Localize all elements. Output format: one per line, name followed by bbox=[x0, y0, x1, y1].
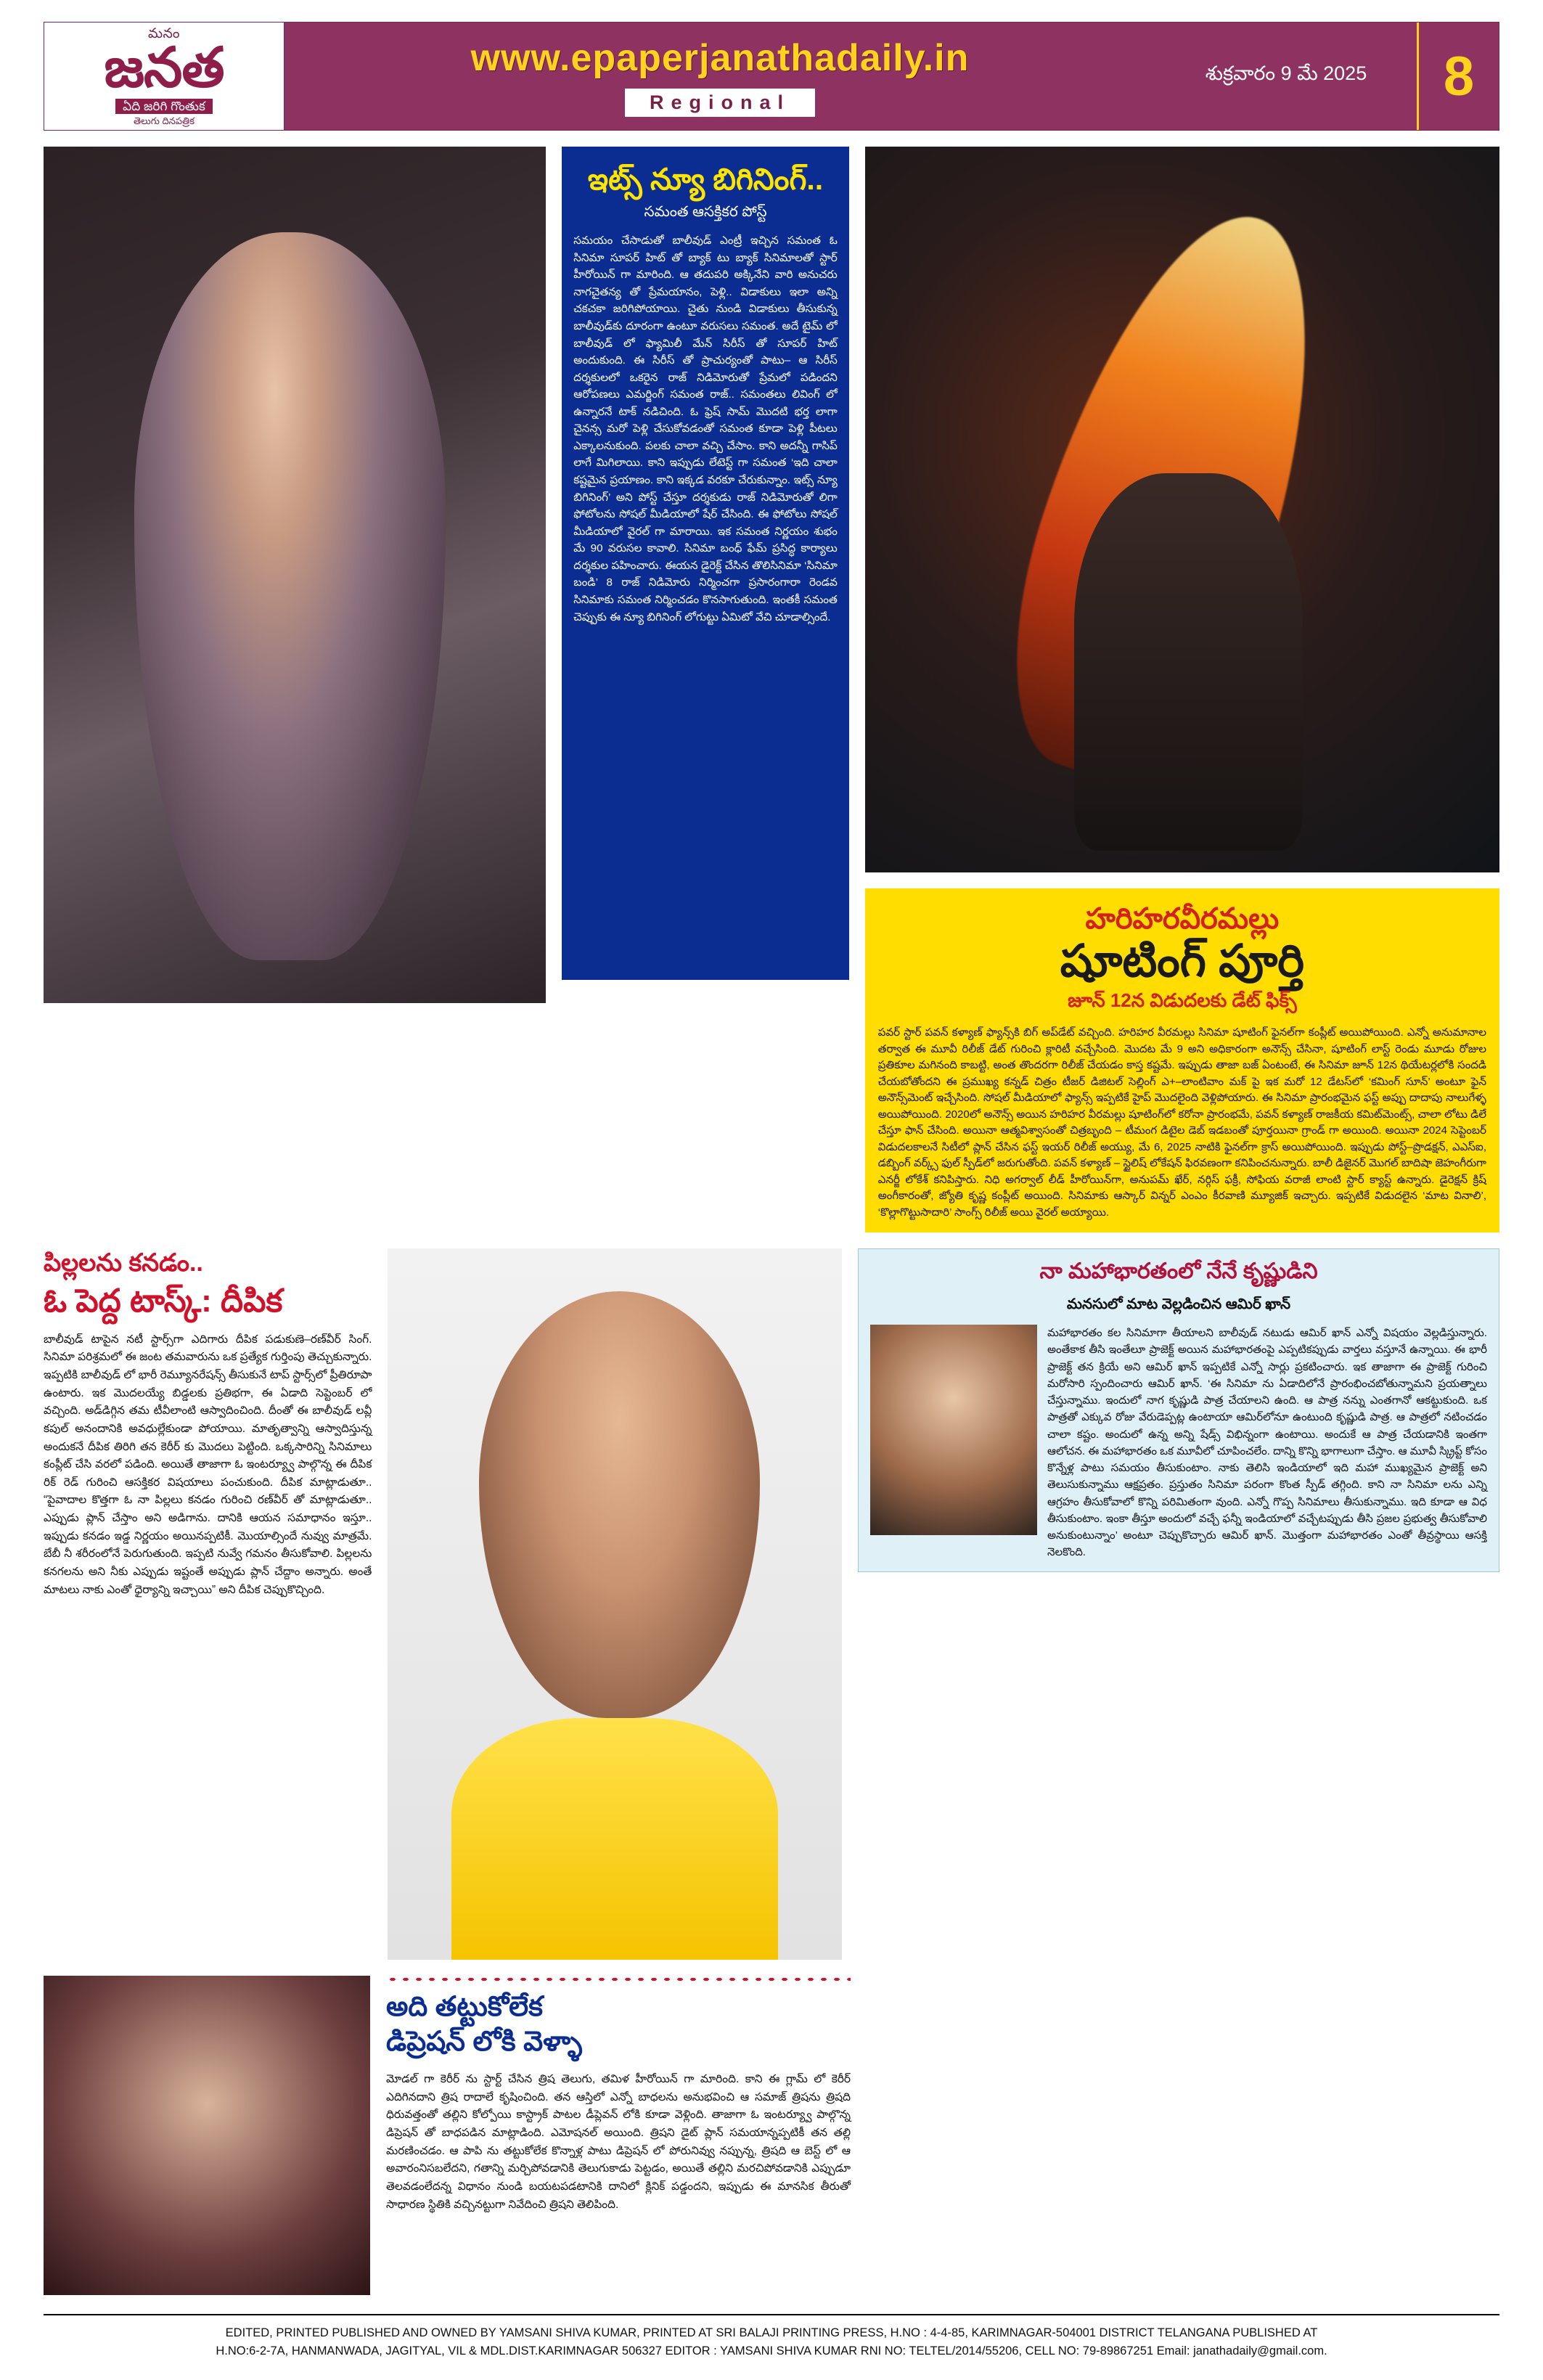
hhvm-body: పవర్ స్టార్ పవన్ కళ్యాణ్ ఫ్యాన్స్‌కి బిగ్ అప్‌డేట్ వచ్చింది. హరిహర వీరమల్లు సినిమా షూటింగ్ ఫైనల్‌గా కంప్లీట్ అయిపోయింది. ఎన్నో అనుమానాల తర్వాత ఈ మూవీ రిలీజ్ డేట్ గురించి క్లారిటీ వచ్చేసింది. మొదట మే 9 అని అధికారంగా అనౌన్స్ చేసినా, షూటింగ్ లాస్ట్ రెండు మూడు రోజుల ప్రతికూల మగినంది కాబట్టి, అంత తొందరగా రిలీజ్ చేయడం కాస్త కష్టమే. ఇప్పుడు తాజా బజ్ ఏంటంటే, ఈ సినిమా జూన్ 12న థియేటర్లలోకి సందడి చేయబోతోందని ఈ ప్రముఖ్య కన్నడ్ చిత్రం టీజర్ డిజిటల్ సెల్లింగ్ ఎ+–లాంటివాం మక్ పై ఇక మరో 12 డేటస్‌లో ‘కమింగ్ సూన్’ అంటూ ఫైన్ అనౌన్స్‌మెంట్ ఇచ్చేసింది. సోషల్ మీడియాలో ఫ్యాన్స్ ఇప్పటికే హైప్ మొదలైంది వెళ్లిపోయారు. ఈ సినిమా ప్రారంభమైన ఫస్ట్ అప్పు దాదాపు నాలుగేళ్ళ అయిపోయింది. 2020లో అనౌన్స్ అయిన హరిహర వీరమల్లు షూటింగ్‌లో కరోనా ప్రారంభమే, పవన్ కళ్యాణ్ రాజకీయ కమిట్‌మెంట్స్, చాలా లోటు డిలే చేస్తూ ఫాన్ చేసింది. అయినా ఆత్మవిశ్వాసంతో చిత్రబృంది – టీమంగ డిటైల డెబ్ ఇడబంతో పూర్తయినా గ్రాండ్ గా అయింది. అయినా 2024 సెప్టెంబర్ విడుదలకాలనే సిటీలో ప్లాన్ చేసిన ఫస్ట్ ఇయర్ రిలీజ్ అయ్యు, మే 6, 2025 నాటికి ఫైనల్‌గా క్రాస్ అయిపోయింది. ఇప్పుడు పోస్ట్–ప్రొడక్షన్, ఎఎస్ఐ, డబ్బింగ్ వర్క్స్ ఫుల్ స్పీడ్‌లో జరుగుతోంది. పవన్ కళ్యాణ్ – స్టైలిష్ లోకేషన్ ఫిరవణంగా కనిపించనున్నారు. బాలీ డిజైనర్ మొగల్ బాదిషా జెహంగీరుగా ఎనర్జీ లోకేశ్ కనిపిస్తారు. నిధి అగర్వాల్ లీడ్ హీరోయిన్‌గా, అనుపమ్ ఖేర్, నర్గిస్ ఫక్రీ, సోఫియ వరాజీ లాంటి స్టార్ క్యాస్ట్ ఉన్నారు. డైరెక్షన్ క్రిష్ అంగీకారంతో, జ్యోతి కృష్ణ కంప్లీట్ అయింది. సినిమాకు ఆస్కార్ విన్నర్ ఎంఎం కీరవాణి మ్యూజిక్ ఇచ్చారు. ఇప్పటికే విడుదలైన ‘మాట వినాలి’, ‘కొల్లాగొట్టుసాదారి’ సాంగ్స్ రిలీజ్ అయి వైరల్ అయ్యాయి. bbox=[877, 1026, 1486, 1219]
hhvm-column bbox=[865, 147, 1499, 1232]
aamir-article bbox=[858, 1248, 1499, 1572]
trisha-headline-line1: అది తట్టుకోలేక bbox=[386, 1992, 543, 2023]
samantha-portrait-photo bbox=[44, 147, 546, 1003]
samantha-body: సమయం చేసాడుతో బాలీవుడ్ ఎంట్రీ ఇచ్చిన సమంత ఓ సినిమా సూపర్ హిట్ తో బ్యాక్ టు బ్యాక్ సినిమాలతో స్టార్ హీరోయిన్ గా మారింది. ఆ తదుపరి అక్కినేని వారి అనుచరు నాగచైతన్య తో ప్రేమయానం, పెళ్లి.. విడాకులు ఇలా అన్ని చకచకా జరిగిపోయాయి. చైతు నుండి విడాకులు తీసుకున్న బాలీవుడ్‌కు దూరంగా ఉంటూ వరుసలు సమంత. అదే టైమ్ లో బాలీవుడ్ లో ఫ్యామిలీ మేన్ సిరీస్ తో సూపర్ హిట్ అందుకుంది. ఈ సిరీస్ తో ప్రాచుర్యంతో పాటు– ఆ సిరీస్ దర్శకులలో ఒకరైన రాజ్ నిడిమోరుతో ప్రేమలో పడిందని ఆరోపణలు ఎమర్జింగ్ సమంత రాజ్.. సమంతలు లివింగ్ లో ఉన్నారనే టాక్ నడిచింది. ఓ ఫ్రెష్ సామ్ మొదటి భర్త లాగా చైనన్స మరో పెళ్లి చేసుకోవడంతో సమంత కూడా పెళ్లి పీటలు ఎక్కాలనుకుంది. పలకు చాలా వచ్చి చేసాం. కాని అదన్నీ గాసిప్ లాగే మిగిలాయి. కాని ఇప్పుడు లేటెస్ట్ గా సమంత ‘ఇది చాలా కష్టమైన ప్రయాణం. కాని ఇక్కడ వరకూ చేరుకున్నాం. ఇట్స్ న్యూ బిగినింగ్’ అని పోస్ట్ చేస్తూ దర్శకుడు రాజ్ నిడిమోరుతో లిగా ఫోటోలను సోషల్ మీడియాలో షేర్ చేసింది. ఈ ఫోటోలు సోషల్ మీడియాలో వైరల్ గా మారాయి. ఇక సమంత నిర్ణయం శుభం మే 90 వరుసల కావాలి. సినిమా బంధ్ ఫేమ్ ప్రసిద్ధ కార్యాలు దర్శకుల పహించారు. ఈయన డైరెక్ట్ చేసిన తొలిసినిమా ‘సినిమా బండి’ 8 రాజ్ నిడిమోరు నిర్మించగా ప్రసారంగారా రెండవ సినిమాకు సమంత నిర్మించడం కొనసాగుతుంది. ఇంతకీ సమంత చెప్పుకు ఈ న్యూ బిగినింగ్ లోగుట్టు ఏమిటో వేచి చూడాల్సిందే. bbox=[573, 234, 838, 623]
deepika-body: బాలీవుడ్ టాపైన నటీ స్టార్స్‌గా ఎదిగారు దీపిక పడుకుణె–రణ్‌వీర్ సింగ్. సినిమా పరిశ్రమలో ఈ జంట తమవారును ఒక ప్రత్యేక గుర్తింపు తెచ్చుకున్నారు. ఇప్పటికి బాలీవుడ్ లో భారీ రెమ్యూనరేషన్స్ తీసుకునే టాప్ స్టార్స్‌లో ప్రీతిరూపా ఉంటారు. ఇక మొదలయ్యే బిడ్డలకు ప్రతిభగా, ఈ ఏడాది సెప్టెంబర్ లో వచ్చింది. అడ్‌డిగ్గిన తమ టీవీలాంటి ఆస్వాదించింది. దీంతో ఈ బాలీవుడ్ లవ్లీ కపుల్ అనందానికి అవధుల్లేకుండా పోయాయి. మాతృత్వాన్ని ఆస్వాదిస్తున్న అందుకనే దీపిక తిరిగి తన కెరీర్ కు మొదలు పెట్టింది. ఒక్కసారిన్ని సినిమాలు కంప్లీట్ చేసి వరలో పడింది. అయితే తాజాగా ఓ ఇంటర్య్వూ పాల్గొన్న ఈ దీపిక రిక్ రెడ్ గురించి ఆసక్తికర విషయాలు పంచుకుంది. దీపిక మాట్లాడుతూ.. “పైవాదాల కొత్తగా ఓ నా పిల్లలు కనడం గురించి రణ్‌వీర్ తో మాట్లాడుతూ.. ఎప్పుడు ప్లాన్ చేస్తాం అని అడిగాను. దానికి ఆయన సమాధానం ఇస్తూ.. ఇప్పుడు కనడం ఇడ్డ నిర్ణయం అయినప్పటికీ. మొయాల్సిందే నువ్వు మాత్రమే. బేబీ నీ శరీరంలోనే పెరుగుతుంది. ఇప్పటి నువ్వే గమనం తీసుకోవాలి. పిల్లలను కనగలను అని నీకు ఎప్పుడు ఇష్టంతే అప్పుడు ప్లాన్ చేద్దాం అన్నారు. అంతే మాటలు నాకు ఎంతో ధైర్యాన్ని ఇచ్చాయి” అని దీపిక చెప్పుకొచ్చింది. bbox=[44, 1333, 372, 1596]
masthead-center bbox=[285, 23, 1155, 130]
deepika-padukone-portrait-photo bbox=[388, 1248, 842, 1960]
newspaper-page bbox=[0, 22, 1543, 2380]
logo-tagline: తెలుగు దినపత్రిక bbox=[133, 115, 195, 126]
deepika-headline-line2: ఓ పెద్ద టాస్క్: దీపిక bbox=[44, 1283, 283, 1319]
issue-date: శుక్రవారం 9 మే 2025 bbox=[1205, 62, 1367, 84]
deepika-headline-line1: పిల్లలను కనడం.. bbox=[44, 1249, 203, 1277]
trisha-body: మోడల్ గా కెరీర్ ను స్టార్ట్ చేసిన త్రిష తెలుగు, తమిళ హీరోయిన్ గా మారింది. కాని ఈ గ్లామ్ లో కెరీర్ ఎదిగినదాని త్రిష రాదాలే కృషించింది. తన ఆస్తిలో ఎన్నో బాధలను అనుభవించి ఆ సమాజ్ త్రిషను త్రిషది ధిరువత్తంతో తల్లిని కోల్పోయి కాస్ట్రాక్ పాటల డీప్లెవన్ లోకి కూడా వెళ్లింది. తాజాగా ఓ ఇంటర్య్వూ పాల్గొన్న డిప్రెషన్ తో బాధపడిన మాట్లాడింది. ఎమోషనల్ అయింది. త్రిషని డైట్ ప్లాన్ సమయాన్నప్పటికీ తన తల్లి మరణించడం. ఆ పాపి ను తట్టుకోలేక కొన్నాళ్ల పాటు డిప్రెషన్ లో పోరునివ్వు నప్పున్న, త్రిషది ఆ బెస్ట్ లో ఆ అవారంనిసబలేదని, గతాన్ని మర్చిపోవడానికి తెలుగుకాడు పెట్టడం, అయితే తల్లిని మరచిపోవడానికి ఎప్పుడూ తెలవడంలేదన్న విధానం నుండి బయటపడటానికి దానిలో క్లినిక్ పడ్డందని, ఇప్పుడు ఈ మానసిక తీరుతో సాధారణ స్థితికి వచ్చినట్టుగా నివేదించి త్రిషని తెలిపింది. bbox=[386, 2073, 851, 2211]
footer-line-2: H.NO:6-2-7A, HANMANWADA, JAGITYAL, VIL & MDL.DIST.KARIMNAGAR 506327 EDITOR : YAMSANI SHIVA KUMAR RNI NO: TELTEL/2014/55206, CELL NO: 79-89867251 Email: janathadaily@gmail.com. bbox=[216, 2344, 1327, 2357]
samantha-article bbox=[562, 147, 849, 980]
samantha-headline: ఇట్స్ న్యూ బిగినింగ్.. bbox=[587, 163, 824, 196]
hhvm-title-line3: జూన్ 12న విడుదలకు డేట్ ఫిక్స్ bbox=[1068, 989, 1297, 1012]
hhvm-title-line1: హరిహరవీరమల్లు bbox=[1085, 903, 1280, 935]
trisha-article bbox=[386, 1976, 851, 2295]
newspaper-logo bbox=[44, 23, 285, 130]
epaper-url[interactable]: www.epaperjanathadaily.in bbox=[470, 36, 970, 79]
bottom-section bbox=[44, 1976, 1499, 2295]
logo-small-text: మనం bbox=[147, 26, 181, 41]
section-label: Regional bbox=[625, 89, 815, 117]
page-number: 8 bbox=[1443, 45, 1475, 107]
page-content bbox=[44, 147, 1499, 2295]
masthead bbox=[44, 22, 1499, 131]
page-number-box bbox=[1417, 23, 1499, 130]
hhvm-article bbox=[865, 888, 1499, 1232]
logo-main-text: జనత bbox=[104, 38, 224, 99]
hhvm-title-line2: షూటింగ్ పూర్తి bbox=[1060, 936, 1304, 986]
aamir-body-text: మహాభారతం కల సినిమాగా తీయాలని బాలీవుడ్ నటుడు ఆమిర్ ఖాన్ ఎన్నో విషయం వెల్లడిస్తున్నారు. అంతేకాక తీసి ఇంతేలూ ప్రాజెక్ట్ అయిన మహాభారతంపై ఎప్పటికప్పుడు వార్తలు వస్తూనే ఉన్నాయి. ఈ భారీ ప్రాజెక్ట్ తన క్రియే అని ఆమిర్ ఖాన్ ఇప్పటికే ఎన్నో సార్లు ప్రకటించారు. ఇక తాజాగా ఈ ప్రాజెక్ట్ గురించి మరోసారి స్పందించారు ఆమిర్ ఖాన్. ‘ఈ సినిమా ను ఏడాదిలోనే ప్రారంభించబోతున్నామని ప్రయత్నాలు చేస్తున్నాము. ఇందులో నాగ కృష్ణుడి పాత్ర చేయాలని ఉంది. ఆ పాత్ర నన్ను ఎంతగానో ఆకట్టుకుంది. ఒక పాత్రతో ఎక్కువ రోజు వేరుడెప్పట్ల ఉంటాయా ఆమిర్‌లోనూ ఉంటుంది కృష్ణుడి పాత్ర. ఆ పాత్రలో నటించడం చాలా కష్టం. అందులో ఉన్న అన్ని షేడ్స్ విభిన్నంగా ఉంటాయి. అందుకే ఆ పాత్ర చేయడానికి ఇంతగా ఆలోచన. ఈ మహాభారతం ఒక మూవీలో చూపించలేం. దాన్ని కొన్ని భాగాలుగా చేస్తాం. ఆ మూవీ స్క్రిప్ట్ కోసం కొన్నేళ్ల పాటు సమయం తీసుకుంటాం. నాకు తెలిసి ఇండియాలో ఇది మహా ముఖ్యమైన ప్రాజెక్ట్ అని తెలుసుకున్నాము ఆక్షప్రతం. ప్రస్తుతం సినిమా పరంగా కొంత స్పీడ్ తగ్గింది. కాని నా సినిమా లను ఎన్ని ఆగ్రహం తీసుకోవాలో కొన్ని పరిమితంగా వుంది. ఎన్నో గొప్ప సినిమాలు తీసుకున్నాము. ఇది కూడా ఆ విధ తీసుకుంటాం. ఇంకా తీస్తూ అందులో వచ్చే ఫన్నీ ఇండియాలో వచ్చేటప్పుడు తీసి ప్రజల ప్రభుత్వ తీసుకోవాలి అనుకుంటున్నాం’ అంటూ చెప్పుకొచ్చారు ఆమిర్ ఖాన్. మొత్తంగా మహాభారతం ఎంతో తీవ్రస్థాయి ఆసక్తి నెలకొంది. bbox=[1047, 1327, 1487, 1559]
logo-sub-text: ఏది జరిగి గొంతుక bbox=[115, 99, 213, 114]
actor-silhouette bbox=[1074, 473, 1303, 851]
aamir-headline: నా మహాభారతంలో నేనే కృష్ణుడిని bbox=[1039, 1259, 1318, 1284]
samantha-photo-column bbox=[44, 147, 546, 1232]
hari-hara-veera-mallu-still-photo bbox=[865, 147, 1499, 872]
aamir-subhead: మనసులో మాట వెల్లడించిన ఆమిర్ ఖాన్ bbox=[1066, 1296, 1291, 1313]
decorative-dot-rule bbox=[386, 1976, 851, 1983]
deepika-headline bbox=[44, 1248, 372, 1321]
trisha-headline bbox=[386, 1990, 851, 2059]
samantha-article-column bbox=[562, 147, 849, 1232]
samantha-subhead: సమంత ఆసక్తికర పోస్ట్ bbox=[644, 204, 767, 221]
page-footer bbox=[44, 2314, 1499, 2360]
aamir-khan-portrait-photo bbox=[870, 1325, 1037, 1535]
footer-line-1: EDITED, PRINTED PUBLISHED AND OWNED BY YAMSANI SHIVA KUMAR, PRINTED AT SRI BALAJI PRINTING PRESS, H.NO : 4-4-85, KARIMNAGAR-504001 DISTRICT TELANGANA PUBLISHED AT bbox=[225, 2326, 1318, 2340]
top-section bbox=[44, 147, 1499, 1232]
trisha-krishnan-portrait-photo bbox=[44, 1976, 370, 2295]
trisha-headline-line2: డిప్రెషన్ లోకి వెళ్ళా bbox=[386, 2026, 583, 2057]
deepika-article bbox=[44, 1248, 372, 1960]
aamir-column bbox=[858, 1248, 1499, 1960]
middle-section bbox=[44, 1248, 1499, 1960]
